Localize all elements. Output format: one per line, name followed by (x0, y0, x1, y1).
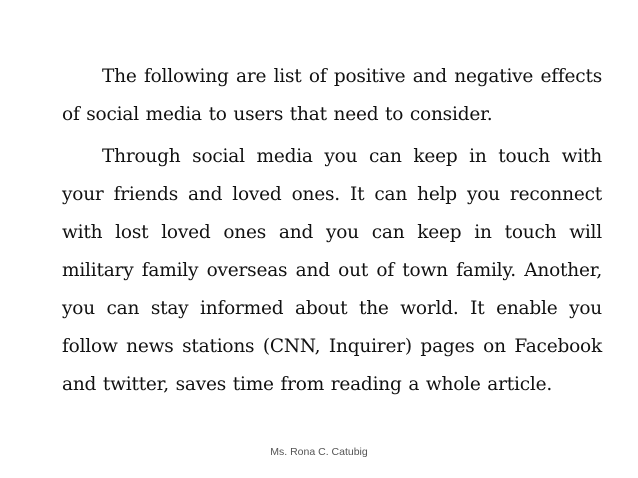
positive-effects-paragraph: Through social media you can keep in touch with your friends and loved ones. It can help you reconnect with lost loved ones and you can keep in touch will military family overseas and out of town family. Another, you can stay informed about the world. It enable you follow news stations (CNN, Inquirer) pages on Facebook and twitter, saves time from reading a whole article. (62, 146, 602, 395)
intro-paragraph: The following are list of positive and negative effects of social media to users that need to consider. (62, 66, 602, 125)
author-footer: Ms. Rona C. Catubig (270, 446, 368, 458)
slide-body (62, 58, 602, 404)
